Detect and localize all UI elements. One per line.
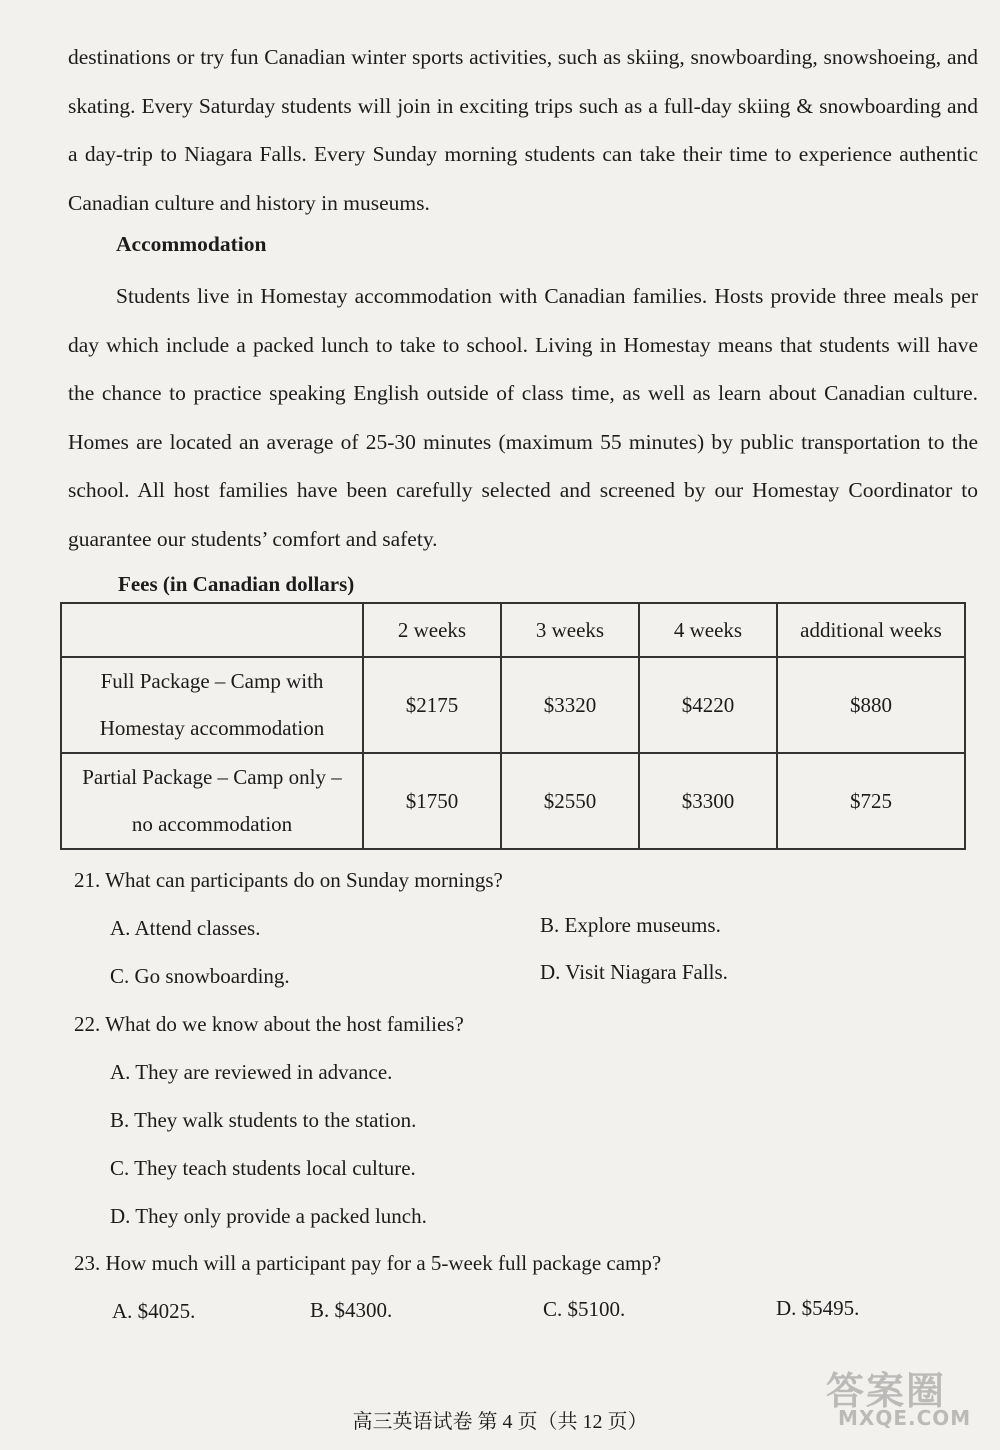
fees-caption: Fees (in Canadian dollars) <box>118 572 355 596</box>
fees-header-row <box>61 603 965 657</box>
question-21-option-c: C. Go snowboarding. <box>110 964 290 988</box>
question-23-option-c: C. $5100. <box>543 1297 626 1321</box>
fees-cell: $725 <box>777 753 965 849</box>
fees-row-label: Full Package – Camp with Homestay accommodation <box>61 657 363 753</box>
fees-cell: $3300 <box>639 753 777 849</box>
question-21-option-a: A. Attend classes. <box>110 916 261 940</box>
question-21-stem: 21. What can participants do on Sunday mornings? <box>74 868 503 892</box>
question-22-option-c: C. They teach students local culture. <box>110 1156 416 1180</box>
fees-cell: $1750 <box>363 753 501 849</box>
fees-cell: $4220 <box>639 657 777 753</box>
fees-table <box>60 602 966 850</box>
fees-row-full-package <box>61 657 965 753</box>
question-22-stem: 22. What do we know about the host families? <box>74 1012 464 1036</box>
fees-header-cell <box>61 603 363 657</box>
question-22-option-a: A. They are reviewed in advance. <box>110 1060 393 1084</box>
fees-header-cell: additional weeks <box>777 603 965 657</box>
accommodation-heading: Accommodation <box>116 232 267 256</box>
watermark-url: MXQE.COM <box>838 1406 972 1430</box>
fees-header-cell: 4 weeks <box>639 603 777 657</box>
fees-cell: $2175 <box>363 657 501 753</box>
question-21-option-d: D. Visit Niagara Falls. <box>540 960 728 984</box>
page-footer: 高三英语试卷 第 4 页（共 12 页） <box>352 1411 648 1433</box>
activities-paragraph: destinations or try fun Canadian winter sports activities, such as skiing, snowboarding, snowshoeing, and skating. Every Saturday students will join in exciting trips such as a full-day skiing & snowboarding and a day-trip to Niagara Falls. Every Sunday morning students can take their time to experience authentic Canadian culture and history in museums. <box>68 45 978 215</box>
fees-cell: $3320 <box>501 657 639 753</box>
fees-header-cell: 3 weeks <box>501 603 639 657</box>
fees-row-partial-package <box>61 753 965 849</box>
watermark-text: 答案圈 <box>826 1369 947 1413</box>
accommodation-paragraph: Students live in Homestay accommodation with Canadian families. Hosts provide three meals per day which include a packed lunch to take to school. Living in Homestay means that students will have the chance to practice speaking English outside of class time, as well as learn about Canadian culture. Homes are located an average of 25-30 minutes (maximum 55 minutes) by public transportation to the school. All host families have been carefully selected and screened by our Homestay Coordinator to guarantee our students’ comfort and safety. <box>68 284 978 551</box>
fees-cell: $880 <box>777 657 965 753</box>
question-23-option-b: B. $4300. <box>310 1298 393 1322</box>
question-23-stem: 23. How much will a participant pay for a 5-week full package camp? <box>74 1251 662 1275</box>
question-22-option-d: D. They only provide a packed lunch. <box>110 1204 427 1228</box>
fees-header-cell: 2 weeks <box>363 603 501 657</box>
question-21-option-b: B. Explore museums. <box>540 913 721 937</box>
question-22-option-b: B. They walk students to the station. <box>110 1108 417 1132</box>
question-23-option-d: D. $5495. <box>776 1296 860 1320</box>
fees-row-label: Partial Package – Camp only – no accommodation <box>61 753 363 849</box>
question-23-option-a: A. $4025. <box>112 1299 196 1323</box>
fees-cell: $2550 <box>501 753 639 849</box>
watermark-logo <box>820 1360 970 1440</box>
